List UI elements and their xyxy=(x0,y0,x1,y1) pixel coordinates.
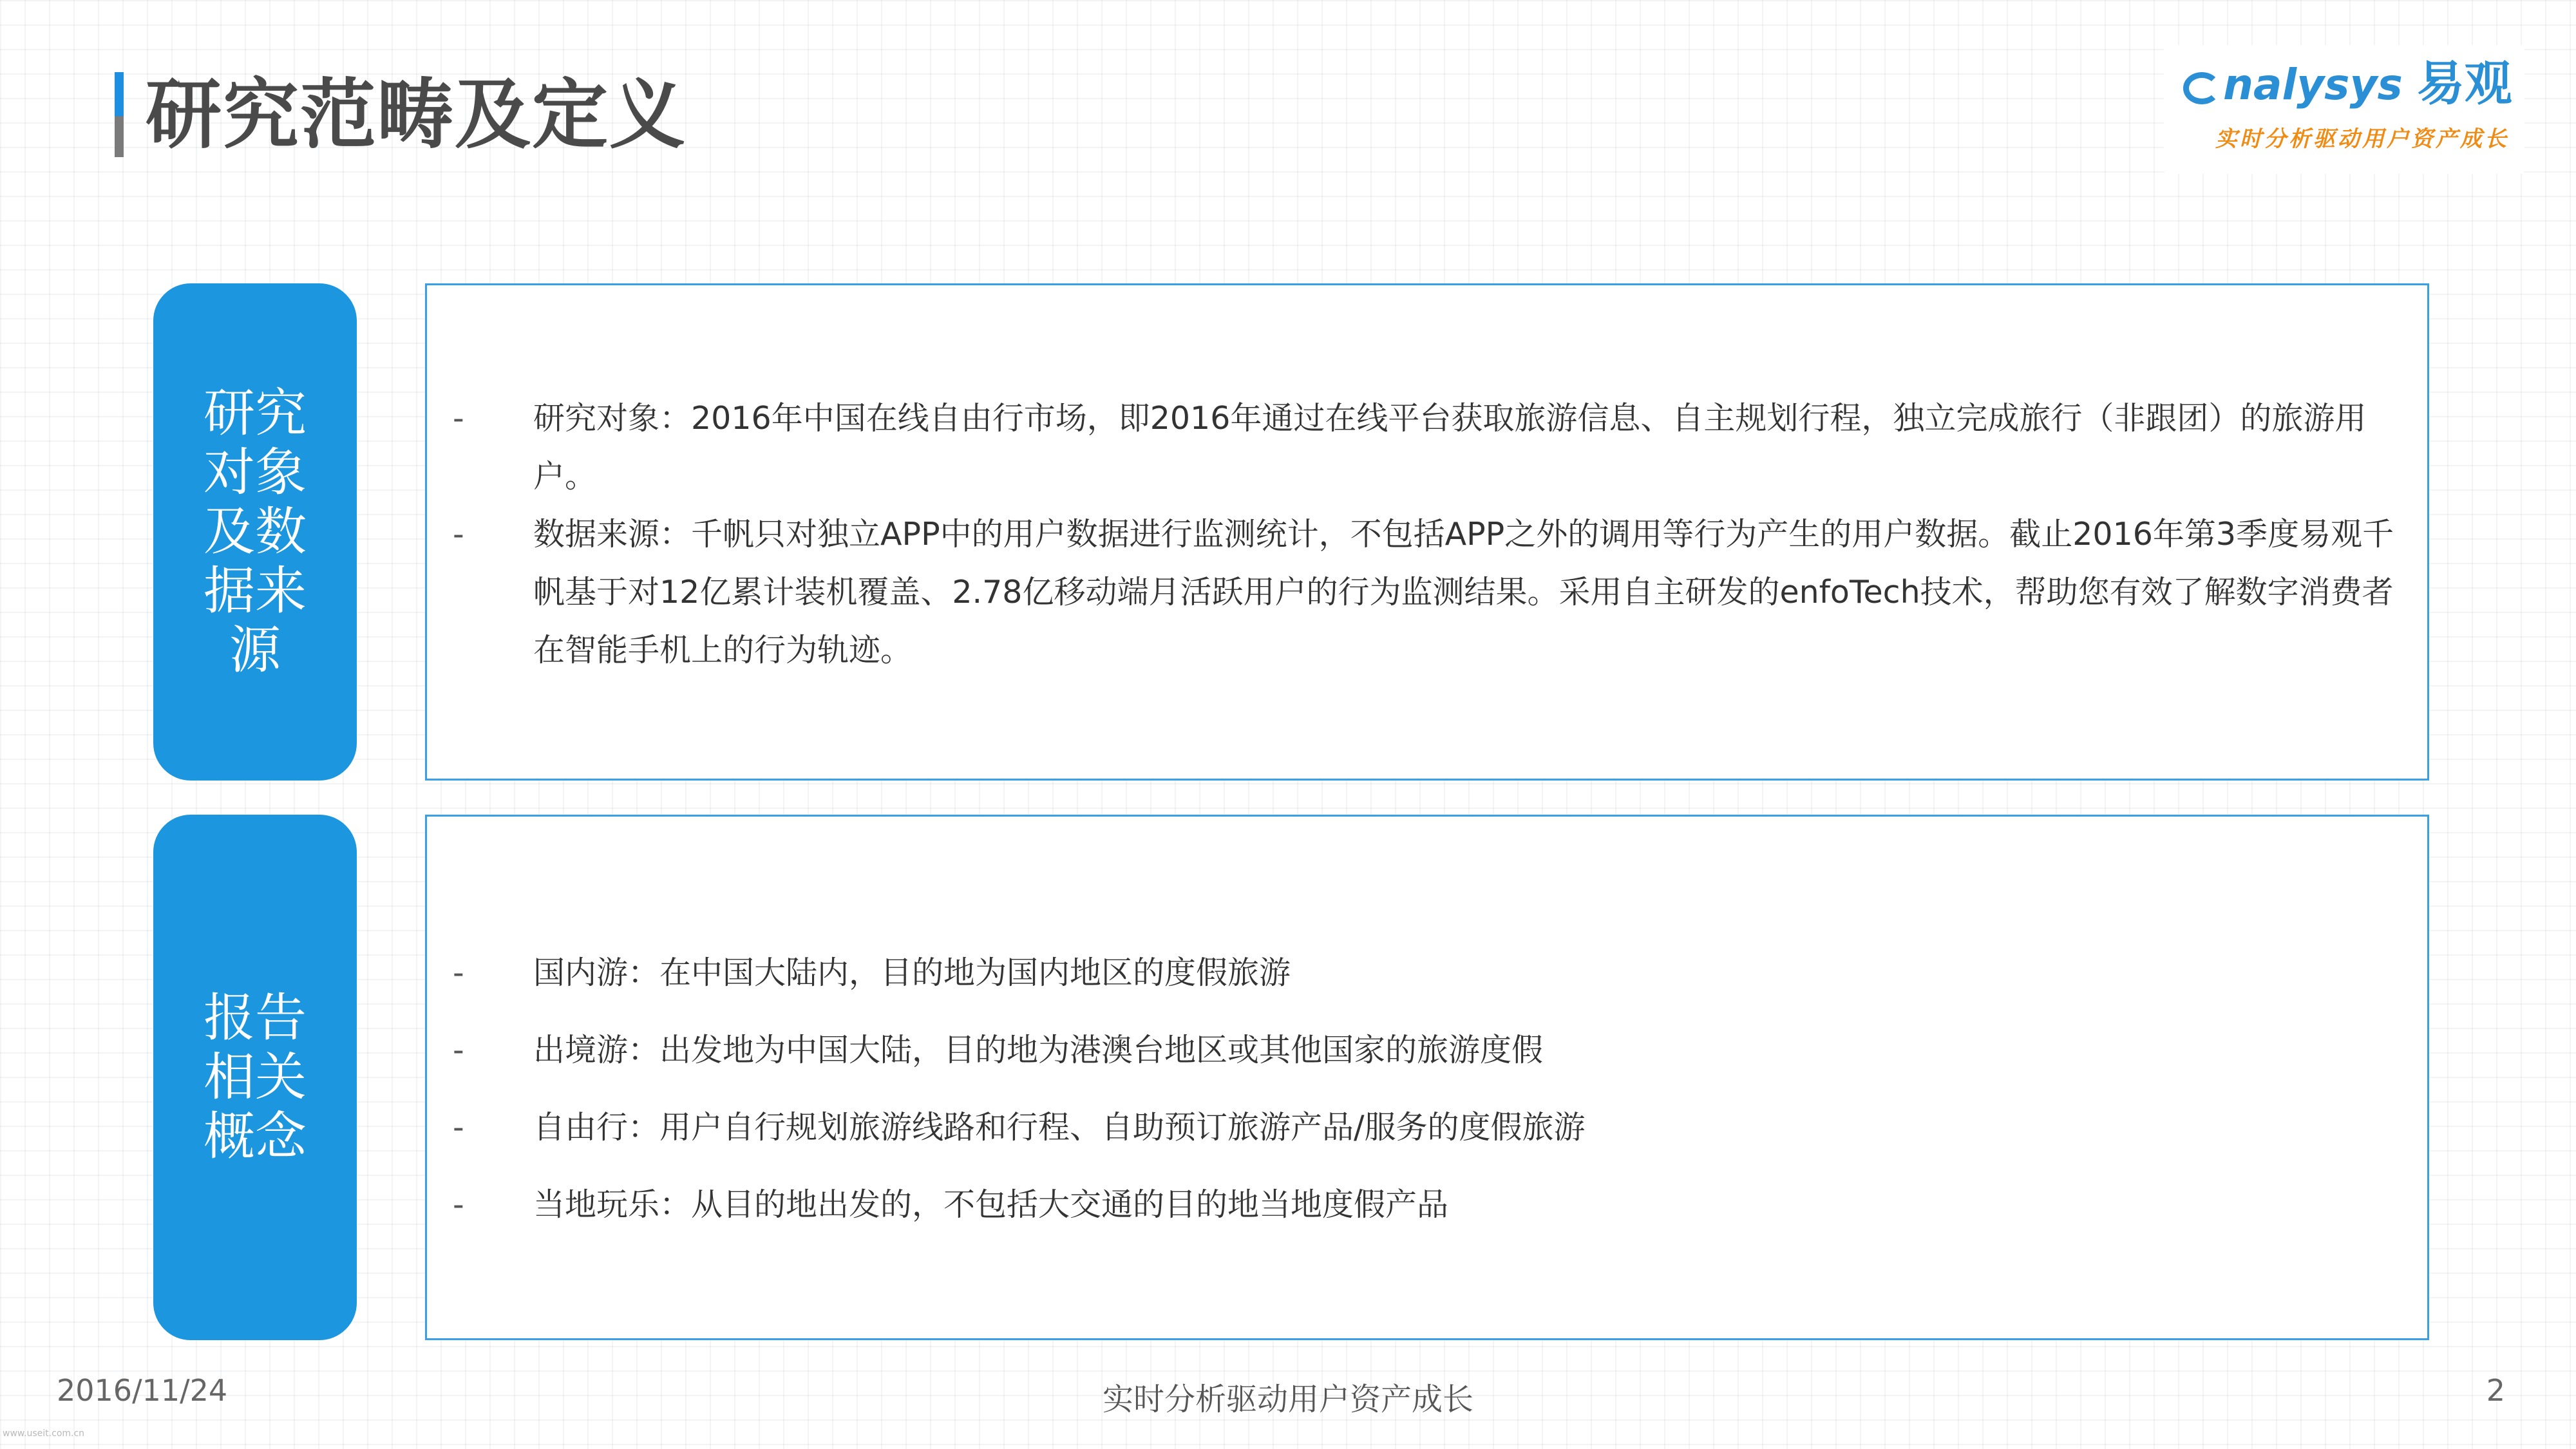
list-item xyxy=(427,944,2427,1002)
title-accent-bar xyxy=(115,72,124,157)
section-label-text: 研究对象及数据来源 xyxy=(204,383,307,680)
section-label-text: 报告相关概念 xyxy=(204,988,307,1166)
list-item-text: 当地玩乐：从目的地出发的，不包括大交通的目的地当地度假产品 xyxy=(533,1186,1449,1223)
list-item-text: 研究对象：2016年中国在线自由行市场，即2016年通过在线平台获取旅游信息、自主规划行程，独立完成旅行（非跟团）的旅游用户。 xyxy=(533,400,2367,495)
bullet-dash: - xyxy=(453,400,464,437)
bullet-dash: - xyxy=(453,516,464,553)
list-item xyxy=(427,1099,2427,1157)
bullet-dash: - xyxy=(453,1032,464,1068)
list-item xyxy=(427,390,2427,506)
page-title: 研究范畴及定义 xyxy=(146,70,687,159)
list-item xyxy=(427,1176,2427,1234)
section-panel-research-scope xyxy=(425,283,2429,781)
logo-slogan: 实时分析驱动用户资产成长 xyxy=(2215,126,2509,152)
watermark: www.useit.com.cn xyxy=(3,1428,85,1439)
bullet-dash: - xyxy=(453,1109,464,1146)
list-item-text: 出境游：出发地为中国大陆，目的地为港澳台地区或其他国家的旅游度假 xyxy=(533,1032,1544,1068)
list-item-text: 自由行：用户自行规划旅游线路和行程、自助预订旅游产品/服务的度假旅游 xyxy=(533,1109,1586,1146)
footer-slogan: 实时分析驱动用户资产成长 xyxy=(1102,1381,1473,1417)
logo-brand xyxy=(2183,57,2512,111)
bullet-dash: - xyxy=(453,1186,464,1223)
bullet-dash: - xyxy=(453,954,464,991)
section-label-research-scope xyxy=(153,283,357,781)
footer-date: 2016/11/24 xyxy=(57,1373,228,1408)
section-panel-concepts xyxy=(425,815,2429,1340)
logo-brand-cn: 易观 xyxy=(2416,56,2512,111)
logo-brand-latin: nalysys xyxy=(2223,60,2403,109)
list-item-text: 国内游：在中国大陆内，目的地为国内地区的度假旅游 xyxy=(533,954,1291,991)
analysys-logo xyxy=(2164,45,2524,174)
logo-ring-icon xyxy=(2183,72,2221,104)
list-item-text: 数据来源：千帆只对独立APP中的用户数据进行监测统计，不包括APP之外的调用等行为产生的用户数据。截止2016年第3季度易观千帆基于对12亿累计装机覆盖、2.78亿移动端月活跃用户的行为监测结果。采用自主研发的enfoTech技术，帮助您有效了解数字消费者在智能手机上的行为轨迹。 xyxy=(533,516,2394,668)
page-number: 2 xyxy=(2486,1373,2505,1408)
list-item xyxy=(427,506,2427,679)
section-label-concepts xyxy=(153,815,357,1340)
list-item xyxy=(427,1021,2427,1079)
